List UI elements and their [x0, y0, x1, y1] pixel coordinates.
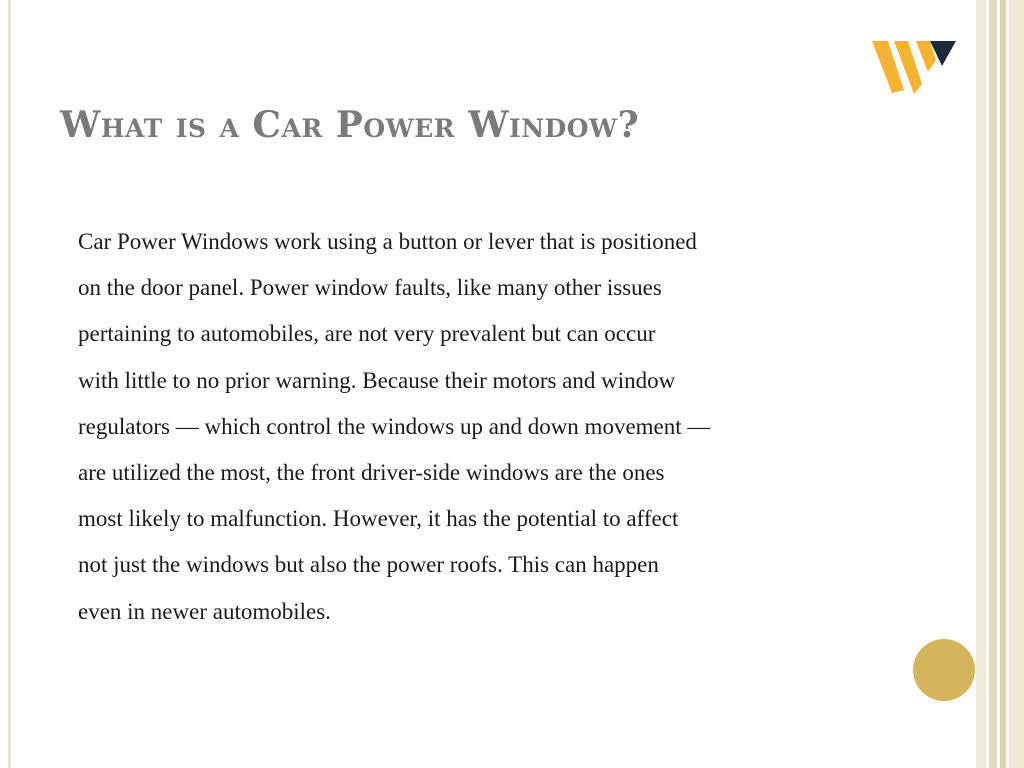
stripe	[976, 0, 986, 768]
right-decorative-stripes	[976, 0, 1024, 768]
stripe	[1009, 0, 1024, 768]
stripe	[989, 0, 997, 768]
page-title: What is a Car Power Window?	[60, 104, 640, 146]
left-border-line	[8, 0, 11, 768]
w-logo-icon	[870, 38, 960, 96]
stripe	[1000, 0, 1006, 768]
accent-circle	[913, 639, 975, 701]
body-paragraph: Car Power Windows work using a button or lever that is positioned on the door panel. Power window faults, like many other issues pertaining to automobiles, are not very prevalent but can occur with little to no prior warning. Because their motors and window regulators — which control the windows up and down movement — are utilized the most, the front driver-side windows are the ones most likely to malfunction. However, it has the potential to affect not just the windows but also the power roofs. This can happen even in newer automobiles.	[78, 229, 711, 624]
